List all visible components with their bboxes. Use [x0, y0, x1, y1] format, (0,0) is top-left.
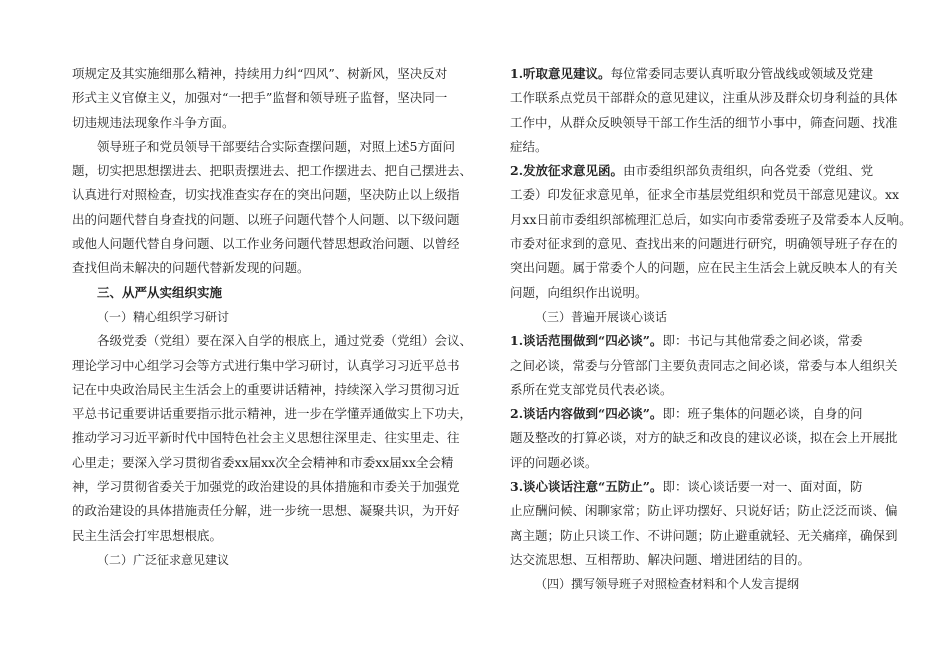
text-line: 查找但尚未解决的问题代替新发现的问题。 [72, 260, 310, 276]
text-line [510, 354, 898, 378]
text-line [510, 183, 900, 207]
item-text: 市委对征求到的意见、查找出来的问题进行研究，明确领导班子存在的 [510, 236, 898, 252]
text-line [510, 208, 912, 232]
item-text: 工委）印发征求意见单，征求全市基层党组织和党员干部意见建议。xx [510, 187, 900, 203]
text-line [510, 86, 898, 110]
text-line: 民主生活会打牢思想根底。 [72, 527, 223, 543]
text-line: 各级党委（党组）要在深入自学的根底上，通过党委（党组）会议、 [97, 333, 473, 349]
item-text: 系所在党支部党员代表必谈。 [510, 381, 673, 397]
text-line [510, 378, 882, 402]
text-line: 心里走；要深入学习贯彻省委xx届xx次全会精神和市委xx届xx全会精 [72, 454, 454, 470]
text-line: 形式主义官僚主义，加强对“一把手”监督和领导班子监督，坚决同一 [72, 90, 448, 106]
text-line [510, 281, 882, 305]
text-line [510, 62, 882, 86]
text-line [510, 135, 882, 159]
text-line [510, 111, 898, 135]
text-line [510, 524, 898, 548]
item-text: 之间必谈，常委与分管部门主要负责同志之间必谈，常委与本人组织关 [510, 357, 898, 373]
text-line [510, 426, 898, 450]
item-text: 即：班子集体的问题必谈，自身的问 [662, 406, 863, 422]
item-text: 即：谈心谈话要一对一、面对面，防 [662, 479, 863, 495]
text-line [510, 256, 898, 280]
text-line: 领导班子和党员领导干部要结合实际查摆问题，对照上述5方面问 [97, 138, 455, 154]
item-text: 问题，向组织作出说明。 [510, 284, 648, 300]
text-line [510, 499, 898, 523]
left-column [72, 62, 473, 572]
item-text: 症结。 [510, 138, 548, 154]
text-line: 推动学习习近平新时代中国特色社会主义思想往深里走、往实里走、往 [72, 430, 460, 446]
item-text: 月xx日前市委组织部梳理汇总后，如实向市委常委班子及常委本人反响。 [510, 211, 912, 227]
text-line [510, 402, 882, 426]
text-line: 项规定及其实施细那么精神，持续用力纠“四风”、树新风，坚决反对 [72, 66, 448, 81]
text-line: 出的问题代替自身查找的问题、以班子问题代替个人问题、以下级问题 [72, 211, 460, 227]
item-text: 即：书记与其他常委之间必谈，常委 [662, 333, 863, 349]
text-line: 神，学习贯彻省委关于加强党的政治建设的具体措施和市委关于加强党 [72, 479, 460, 495]
item-text: 达交流思想、互相帮助、解决问题、增进团结的目的。 [510, 551, 811, 567]
text-line [510, 475, 882, 499]
text-line: 记在中央政治局民主生活会上的重要讲话精神，持续深入学习贯彻习近 [72, 381, 460, 397]
item-text: 突出问题。属于常委个人的问题，应在民主生活会上就反映本人的有关 [510, 260, 898, 276]
subsection-heading [510, 305, 882, 329]
item-lead: 1.谈话范围做到“四必谈”。 [510, 333, 663, 349]
item-text: 每位常委同志要认真听取分管战线或领域及党建 [610, 66, 874, 81]
item-text: 离主题；防止只谈工作、不讲问题；防止避重就轻、无关痛痒，确保到 [510, 527, 898, 543]
text-line: 或他人问题代替自身问题、以工作业务问题代替思想政治问题、以曾经 [72, 236, 460, 252]
text-line [510, 159, 882, 183]
text-line [510, 451, 882, 475]
item-text: （四）撰写领导班子对照检查材料和个人发言提纲 [535, 577, 800, 592]
item-text: 工作中，从群众反映领导干部工作生活的细节小事中，筛查问题、找准 [510, 114, 898, 130]
item-text: 工作联系点党员干部群众的意见建议，注重从涉及群众切身利益的具体 [510, 90, 898, 106]
item-lead: 2.谈话内容做到“四必谈”。 [510, 406, 663, 422]
item-lead: 2.发放征求意见函。 [510, 163, 624, 179]
text-line [510, 548, 882, 572]
text-line: 的政治建设的具体措施责任分解，进一步统一思想、凝聚共识，为开好 [72, 503, 460, 519]
subsection-heading: （二）广泛征求意见建议 [97, 552, 230, 567]
item-text: 由市委组织部负责组织，向各党委（党组、党 [623, 163, 874, 179]
section-heading: 三、从严从实组织实施 [97, 284, 223, 300]
right-column [510, 62, 912, 597]
text-line: 认真进行对照检查，切实找准查实存在的突出问题，坚决防止以上级指 [72, 187, 460, 203]
text-line [510, 329, 882, 353]
subsection-heading [510, 572, 882, 596]
text-line: 理论学习中心组学习会等方式进行集中学习研讨，认真学习习近平总书 [72, 357, 460, 373]
item-lead: 1.听取意见建议。 [510, 66, 611, 81]
text-line: 切违规违法现象作斗争方面。 [72, 114, 235, 130]
item-text: 止应酬问候、闲聊家常；防止评功摆好、只说好话；防止泛泛而谈、偏 [510, 503, 898, 519]
item-lead: 3.谈心谈话注意“五防止”。 [510, 479, 663, 495]
item-text: （三）普遍开展谈心谈话 [535, 309, 668, 324]
subsection-heading: （一）精心组织学习研讨 [97, 309, 230, 324]
text-line [510, 232, 898, 256]
text-line: 题，切实把思想摆进去、把职责摆进去、把工作摆进去、把自己摆进去、 [72, 163, 473, 179]
text-line: 平总书记重要讲话重要指示批示精神，进一步在学懂弄通做实上下功夫， [72, 406, 473, 422]
item-text: 评的问题必谈。 [510, 454, 598, 470]
item-text: 题及整改的打算必谈，对方的缺乏和改良的建议必谈，拟在会上开展批 [510, 430, 898, 446]
